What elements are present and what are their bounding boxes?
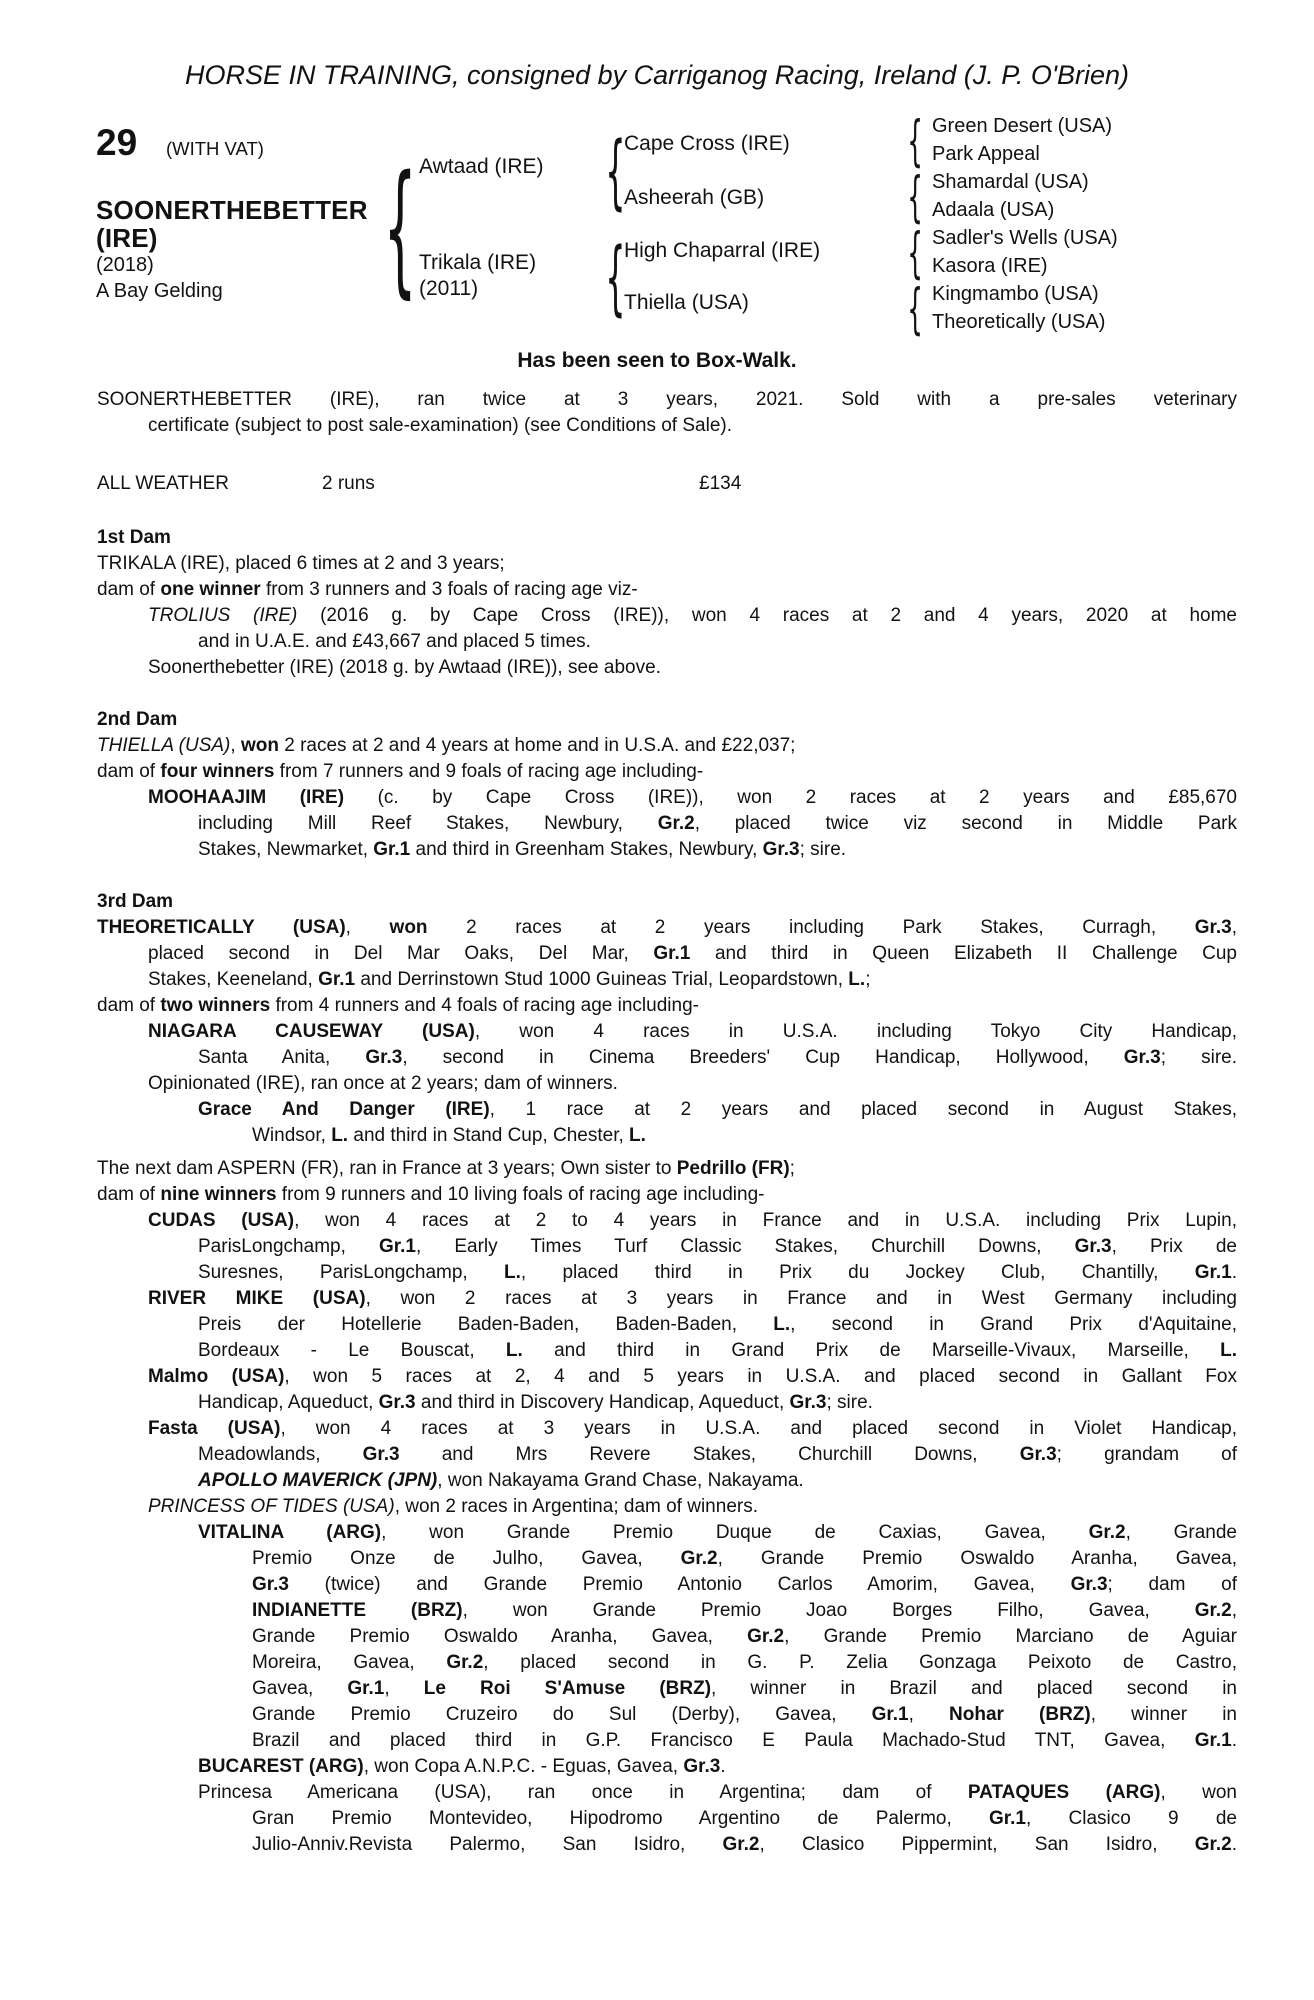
text-line: BUCAREST (ARG), won Copa A.N.P.C. - Eguas, Gavea, Gr.3. — [198, 1756, 726, 1777]
sire-sire: Cape Cross (IRE) — [624, 132, 790, 155]
text-line: Grande Premio Oswaldo Aranha, Gavea, Gr.2, Grande Premio Marciano de Aguiar — [252, 1626, 1237, 1647]
text-line: Windsor, L. and third in Stand Cup, Chester, L. — [252, 1125, 646, 1146]
text-line: SOONERTHEBETTER (IRE), ran twice at 3 years, 2021. Sold with a pre-sales veterinary — [97, 389, 1237, 410]
race-surface-label: ALL WEATHER — [97, 473, 229, 494]
text-line: APOLLO MAVERICK (JPN), won Nakayama Grand Chase, Nakayama. — [198, 1470, 804, 1491]
text-line: TROLIUS (IRE) (2016 g. by Cape Cross (IRE)), won 4 races at 2 and 4 years, 2020 at home — [148, 605, 1237, 626]
ggp-name: Adaala (USA) — [932, 199, 1055, 221]
text-line: RIVER MIKE (USA), won 2 races at 3 years in France and in West Germany including — [148, 1288, 1237, 1309]
text-line: Fasta (USA), won 4 races at 3 years in U.S.A. and placed second in Violet Handicap, — [148, 1418, 1237, 1439]
text-line: Stakes, Newmarket, Gr.1 and third in Greenham Stakes, Newbury, Gr.3; sire. — [198, 839, 847, 860]
pedigree-brace-main — [383, 152, 417, 304]
text-line: certificate (subject to post sale-examination) (see Conditions of Sale). — [148, 415, 732, 436]
pedigree-brace-pair-4 — [903, 280, 927, 337]
dam-name: Trikala (IRE) — [419, 251, 537, 274]
pedigree-brace-pair-2 — [903, 168, 927, 225]
text-line: Bordeaux - Le Bouscat, L. and third in Grand Prix de Marseille-Vivaux, Marseille, L. — [198, 1340, 1237, 1361]
pedigree-brace-pair-1 — [903, 112, 927, 169]
ggp-name: Green Desert (USA) — [932, 115, 1113, 137]
text-line: PRINCESS OF TIDES (USA), won 2 races in Argentina; dam of winners. — [148, 1496, 758, 1517]
horse-year: (2018) — [96, 254, 154, 276]
text-line: Grande Premio Cruzeiro do Sul (Derby), Gavea, Gr.1, Nohar (BRZ), winner in — [252, 1704, 1237, 1725]
text-line: Princesa Americana (USA), ran once in Argentina; dam of PATAQUES (ARG), won — [198, 1782, 1237, 1803]
text-line: VITALINA (ARG), won Grande Premio Duque de Caxias, Gavea, Gr.2, Grande — [198, 1522, 1237, 1543]
text-line: dam of one winner from 3 runners and 3 foals of racing age viz- — [97, 579, 638, 600]
dam-name-block — [419, 250, 536, 302]
text-line: TRIKALA (IRE), placed 6 times at 2 and 3 years; — [97, 553, 505, 574]
horse-name-block — [96, 196, 368, 304]
pedigree-brace-pair-3 — [903, 224, 927, 281]
ggp-name: Theoretically (USA) — [932, 311, 1106, 333]
dam-sire: High Chaparral (IRE) — [624, 239, 821, 262]
lot-number: 29 — [96, 122, 138, 163]
ggp-name: Park Appeal — [932, 143, 1040, 165]
text-line: INDIANETTE (BRZ), won Grande Premio Joao Borges Filho, Gavea, Gr.2, — [252, 1600, 1238, 1621]
text-line: Julio-Anniv.Revista Palermo, San Isidro, Gr.2, Clasico Pippermint, San Isidro, Gr.2. — [252, 1834, 1237, 1855]
text-line: MOOHAAJIM (IRE) (c. by Cape Cross (IRE)), won 2 races at 2 years and £85,670 — [148, 787, 1237, 808]
sire-dam: Asheerah (GB) — [624, 186, 765, 209]
text-line: Stakes, Keeneland, Gr.1 and Derrinstown Stud 1000 Guineas Trial, Leopardstown, L.; — [148, 969, 871, 990]
text-line: Soonerthebetter (IRE) (2018 g. by Awtaad (IRE)), see above. — [148, 657, 661, 678]
text-line: Gran Premio Montevideo, Hipodromo Argentino de Palermo, Gr.1, Clasico 9 de — [252, 1808, 1237, 1829]
text-line: ParisLongchamp, Gr.1, Early Times Turf Classic Stakes, Churchill Downs, Gr.3, Prix de — [198, 1236, 1237, 1257]
box-walk-notice: Has been seen to Box-Walk. — [517, 349, 797, 372]
ggp-name: Kingmambo (USA) — [932, 283, 1099, 305]
text-line: Preis der Hotellerie Baden-Baden, Baden-Baden, L., second in Grand Prix d'Aquitaine, — [198, 1314, 1237, 1335]
race-earnings-value: £134 — [699, 473, 742, 494]
text-line: THIELLA (USA), won 2 races at 2 and 4 years at home and in U.S.A. and £22,037; — [97, 735, 796, 756]
text-line: The next dam ASPERN (FR), ran in France at 3 years; Own sister to Pedrillo (FR); — [97, 1158, 795, 1179]
text-line: Brazil and placed third in G.P. Francisco E Paula Machado-Stud TNT, Gavea, Gr.1. — [252, 1730, 1237, 1751]
text-line: dam of nine winners from 9 runners and 10 living foals of racing age including- — [97, 1184, 765, 1205]
horse-name-suffix: (IRE) — [96, 223, 158, 253]
text-line: Meadowlands, Gr.3 and Mrs Revere Stakes, Churchill Downs, Gr.3; grandam of — [198, 1444, 1238, 1465]
text-line: Santa Anita, Gr.3, second in Cinema Breeders' Cup Handicap, Hollywood, Gr.3; sire. — [198, 1047, 1238, 1068]
text-line: Gr.3 (twice) and Grande Premio Antonio Carlos Amorim, Gavea, Gr.3; dam of — [252, 1574, 1237, 1595]
horse-description: A Bay Gelding — [96, 280, 223, 302]
text-line: Premio Onze de Julho, Gavea, Gr.2, Grande Premio Oswaldo Aranha, Gavea, — [252, 1548, 1237, 1569]
catalog-text — [97, 387, 1237, 1858]
text-line: Grace And Danger (IRE), 1 race at 2 years and placed second in August Stakes, — [198, 1099, 1237, 1120]
ggp-name: Kasora (IRE) — [932, 255, 1048, 277]
ggp-name: Sadler's Wells (USA) — [932, 227, 1118, 249]
text-line: Moreira, Gavea, Gr.2, placed second in G. P. Zelia Gonzaga Peixoto de Castro, — [252, 1652, 1238, 1673]
race-runs-value: 2 runs — [322, 473, 375, 494]
text-line: placed second in Del Mar Oaks, Del Mar, Gr.1 and third in Queen Elizabeth II Challenge Cup — [148, 943, 1237, 964]
text-line: Handicap, Aqueduct, Gr.3 and third in Discovery Handicap, Aqueduct, Gr.3; sire. — [198, 1392, 873, 1413]
text-line: dam of four winners from 7 runners and 9 foals of racing age including- — [97, 761, 704, 782]
text-line: THEORETICALLY (USA), won 2 races at 2 years including Park Stakes, Curragh, Gr.3, — [97, 917, 1237, 938]
text-line: 1st Dam — [97, 527, 171, 548]
text-line: NIAGARA CAUSEWAY (USA), won 4 races in U.S.A. including Tokyo City Handicap, — [148, 1021, 1237, 1042]
text-line: 3rd Dam — [97, 891, 174, 912]
text-line: 2nd Dam — [97, 709, 178, 730]
page-header: HORSE IN TRAINING, consigned by Carriganog Racing, Ireland (J. P. O'Brien) — [184, 60, 1130, 90]
sire-name: Awtaad (IRE) — [419, 155, 544, 178]
great-grandparents-column — [932, 112, 1118, 336]
dam-dam: Thiella (USA) — [624, 291, 749, 314]
horse-name: SOONERTHEBETTER — [96, 195, 368, 225]
text-line: Gavea, Gr.1, Le Roi S'Amuse (BRZ), winner in Brazil and placed second in — [252, 1678, 1237, 1699]
text-line: and in U.A.E. and £43,667 and placed 5 times. — [198, 631, 591, 652]
text-line: including Mill Reef Stakes, Newbury, Gr.2, placed twice viz second in Middle Park — [198, 813, 1237, 834]
text-line: Malmo (USA), won 5 races at 2, 4 and 5 years in U.S.A. and placed second in Gallant Fox — [148, 1366, 1237, 1387]
race-record-row — [97, 471, 1237, 497]
text-line: CUDAS (USA), won 4 races at 2 to 4 years in France and in U.S.A. including Prix Lupin, — [148, 1210, 1237, 1231]
text-line: dam of two winners from 4 runners and 4 foals of racing age including- — [97, 995, 699, 1016]
ggp-name: Shamardal (USA) — [932, 171, 1089, 193]
vat-label: (WITH VAT) — [166, 138, 264, 159]
dam-year: (2011) — [419, 277, 479, 300]
text-line: Opinionated (IRE), ran once at 2 years; dam of winners. — [148, 1073, 618, 1094]
text-line: Suresnes, ParisLongchamp, L., placed third in Prix du Jockey Club, Chantilly, Gr.1. — [198, 1262, 1237, 1283]
